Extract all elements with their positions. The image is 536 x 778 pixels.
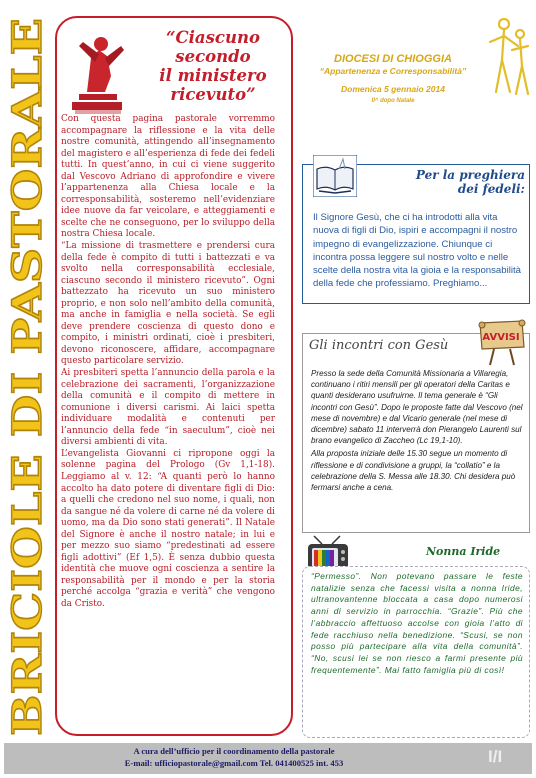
prayer-title-line: dei fedeli: — [457, 182, 525, 196]
headline-line: “Ciascuno — [166, 28, 260, 47]
headline-line: secondo — [175, 47, 251, 66]
headline-line: il ministero — [159, 66, 267, 85]
diocese-people-logo — [488, 16, 532, 96]
footer-credit: A cura dell’ufficio per il coordinamento della pastorale — [133, 746, 335, 756]
headline-line: ricevuto” — [170, 85, 256, 104]
masthead-title: BRICIOLE DI PASTORALE — [4, 150, 51, 736]
editorial-paragraph: “La missione di trasmettere e prendersi cura della fede è compito di tutti i battezzati e va svolto nella corresponsabilità ecclesiale, ciascuno secondo il ministero ricevuto”. Ogni battezzato ha ricevuto un suo ministero proprio, e non solo nell’ambito della comunità, ma anche in famiglia e nella società. Se egli deve prendere coscienza di questo dono e compito, i ministri ordinati, cioè i presbiteri, devono riconoscere, affidare, accompagnare questo particolare servizio. — [61, 241, 275, 367]
nonna-text: “Permesso”. Non potevano passare le feste natalizie senza che facessi visita a nonna Iride, ultranovantenne bloccata a casa dopo numerosi anni di servizio in parrocchia. “Grazie”. Più che l’abbraccio affettuoso accolse con gioia l’atto di fede racchiuso nella benedizione. “Scusi, se non posso più partecipare alla vita della comunità”. “No, scusi lei se non riesco a farmi presente più frequentemente”. Mai fatto famiglia più di così! — [311, 571, 523, 675]
diocese-motto: “Appartenenza e Corresponsabilità” — [319, 66, 467, 76]
masthead-wordmark — [4, 14, 52, 740]
page-number: I/I — [488, 747, 503, 766]
meetings-paragraph: Alla proposta iniziale delle 15.30 segue un momento di riflessione e di condivisione a gruppi, la “collatio” e la celebrazione della S. Messa alle 18.30. Chi desidera può fermarsi anche a cena. — [311, 449, 516, 493]
prayer-title — [399, 168, 525, 196]
editorial-box — [55, 16, 293, 736]
open-bible-icon — [313, 155, 357, 197]
headline — [143, 28, 283, 104]
praying-figure-art — [69, 32, 131, 118]
prayer-text: Il Signore Gesù, che ci ha introdotti alla vita nuova di figli di Dio, ispiri e accompagni il nostro impegno di evangelizzazione. Chiunque ci incontra possa leggere sul nostro volto e nelle scelte della nostra vita la gioia e la responsabilità della fede che professiamo. Preghiamo... — [313, 212, 521, 290]
meetings-text — [311, 368, 525, 495]
meetings-paragraph: Presso la sede della Comunità Missionaria a Villaregia, continuano i ritiri mensili per gli operatori della Caritas e quanti desiderano usufruirne. Il tema generale è “Gli incontri con Gesù”. Dopo le proposte fatte dal Vescovo (nel mese di novembre) e dal Vicario generale (nel mese di dicembre) sabato 11 interverrà don Pierangelo Laurenti sul brano evangelico di Zaccheo (Lc 19,1-10). — [311, 369, 523, 446]
editorial-paragraph: Ai presbiteri spetta l’annuncio della parola e la celebrazione dei sacramenti, l’organizzazione della comunità e il compito di mettere in comunione i diversi carismi. Ai laici spetta individuare modalità e contenuti per l’annuncio della fede “in saeculum”, cioè nei diversi ambienti di vita. — [61, 368, 275, 448]
avvisi-label: AVVISI — [482, 332, 520, 343]
avvisi-scroll-badge — [474, 317, 528, 367]
prayer-box — [302, 164, 530, 304]
liturgical-week: II^ dopo Natale — [371, 98, 415, 104]
issue-date: Domenica 5 gennaio 2014 — [341, 84, 445, 94]
masthead — [4, 14, 52, 740]
diocese-name: DIOCESI DI CHIOGGIA — [334, 53, 452, 65]
editorial-paragraph: L’evangelista Giovanni ci ripropone oggi la solenne pagina del Prologo (Gv 1,1-18). Leggiamo al v. 12: “A quanti però lo hanno accolto ha dato potere di diventare figli di Dio: a quelli che credono nel suo nome, i quali, non da sangue né da volere di carne né da volere di uomo, ma da Dio sono stati generati”. Il Natale del Signore è anche il nostro natale; in lui e per mezzo suo siamo “predestinati ad essere figli adottivi” (Ef 1,5). È senza dubbio questa identità che muove ogni coscienza a sentire la responsabilità per il mondo e per la storia perché accolga “grazia e verità” che vengono da Cristo. — [61, 448, 275, 609]
diocese-header — [300, 53, 486, 106]
editorial-text — [61, 114, 275, 611]
prayer-title-line: Per la preghiera — [415, 168, 525, 182]
nonna-title: Nonna Iride — [426, 545, 501, 558]
meetings-title: Gli incontri con Gesù — [309, 338, 449, 353]
footer-contact: E-mail: ufficiopastorale@gmail.com Tel. 041400525 int. 453 — [124, 758, 344, 768]
footer — [4, 743, 532, 774]
editorial-paragraph: Con questa pagina pastorale vorremmo accompagnare la riflessione e la vita delle nostre comunità, attingendo all’insegnamento del magistero e all’esperienza di fede dei fedeli tutti. In quest’anno, in cui ci viene suggerito dal Vescovo Adriano di approfondire e vivere l’appartenenza alla Chiesa locale e la corresponsabilità, sosteremo nell’evidenziare idee nuove da far veicolare, e atteggiamenti e scelte che ne conseguono, per lo sviluppo della nostra Chiesa locale. — [61, 114, 275, 240]
nonna-box — [302, 566, 530, 738]
